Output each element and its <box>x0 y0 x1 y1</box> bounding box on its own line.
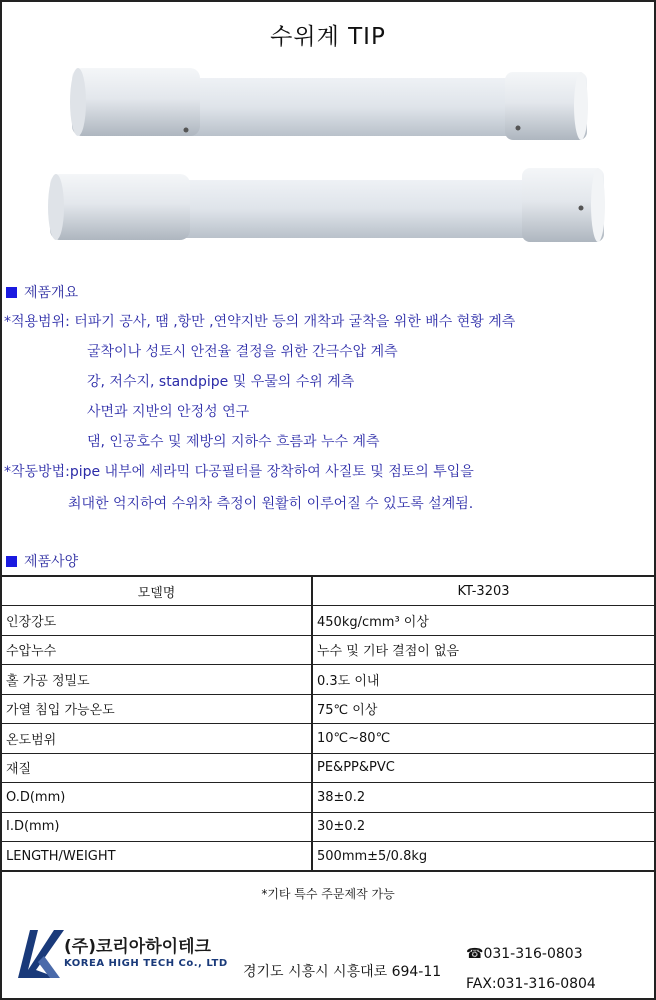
spec-label: 수압누수 <box>2 635 312 665</box>
overview-line: 강, 저수지, standpipe 및 우물의 수위 계측 <box>87 374 355 390</box>
table-row <box>2 812 654 842</box>
page-title: 수위계 TIP <box>270 24 386 50</box>
company-phone: ☎031-316-0803 <box>466 946 583 962</box>
spec-value: PE&PP&PVC <box>312 753 654 783</box>
spec-label: O.D(mm) <box>2 783 312 813</box>
spec-label: 홀 가공 정밀도 <box>2 665 312 695</box>
overview-line: 댐, 인공호수 및 제방의 지하수 흐름과 누수 계측 <box>87 434 380 450</box>
overview-header-label: 제품개요 <box>24 285 79 301</box>
spec-value: 0.3도 이내 <box>312 665 654 695</box>
spec-label: 모델명 <box>2 576 312 606</box>
table-row <box>2 783 654 813</box>
spec-value: 500mm±5/0.8kg <box>312 842 654 872</box>
spec-value: KT-3203 <box>312 576 654 606</box>
table-row <box>2 724 654 754</box>
section-square-icon <box>6 287 17 298</box>
section-square-icon <box>6 556 17 567</box>
spec-label: 온도범위 <box>2 724 312 754</box>
overview-line: 굴착이나 성토시 안전율 결정을 위한 간극수압 계측 <box>87 344 398 360</box>
table-row <box>2 753 654 783</box>
spec-value: 75℃ 이상 <box>312 694 654 724</box>
spec-table-header-row <box>2 576 654 606</box>
overview-line: *적용범위: 터파기 공사, 땜 ,항만 ,연약지반 등의 개착과 굴착을 위한 배수 현황 계측 <box>4 314 516 330</box>
table-row <box>2 635 654 665</box>
spec-header-label: 제품사양 <box>24 554 79 570</box>
spec-label: 가열 침입 가능온도 <box>2 694 312 724</box>
spec-table <box>2 575 654 872</box>
pipe-upper <box>70 68 588 140</box>
spec-header <box>6 551 78 571</box>
spec-value: 누수 및 기타 결점이 없음 <box>312 635 654 665</box>
company-fax: FAX:031-316-0804 <box>466 976 596 992</box>
company-name-en: KOREA HIGH TECH Co., LTD <box>64 958 228 969</box>
overview-line: *작동방법:pipe 내부에 세라믹 다공필터를 장착하여 사질토 및 점토의 투입을 <box>4 464 474 480</box>
overview-line: 최대한 억지하여 수위차 측정이 원활히 이루어질 수 있도록 설계됨. <box>68 496 474 512</box>
spec-label: I.D(mm) <box>2 812 312 842</box>
company-name-kr: (주)코리아하이테크 <box>64 937 211 957</box>
overview-header <box>6 282 78 302</box>
spec-label: LENGTH/WEIGHT <box>2 842 312 872</box>
company-address: 경기도 시흥시 시흥대로 694-11 <box>243 964 442 980</box>
spec-value: 10℃~80℃ <box>312 724 654 754</box>
table-row <box>2 694 654 724</box>
overview-line: 사면과 지반의 안정성 연구 <box>87 404 250 420</box>
spec-value: 38±0.2 <box>312 783 654 813</box>
product-photo <box>40 58 620 258</box>
custom-order-note: *기타 특수 주문제작 가능 <box>261 887 395 901</box>
table-row <box>2 842 654 872</box>
spec-label: 인장강도 <box>2 606 312 636</box>
spec-value: 450kg/cmm³ 이상 <box>312 606 654 636</box>
pipe-lower <box>48 168 605 242</box>
table-row <box>2 665 654 695</box>
spec-value: 30±0.2 <box>312 812 654 842</box>
table-row <box>2 606 654 636</box>
spec-label: 재질 <box>2 753 312 783</box>
